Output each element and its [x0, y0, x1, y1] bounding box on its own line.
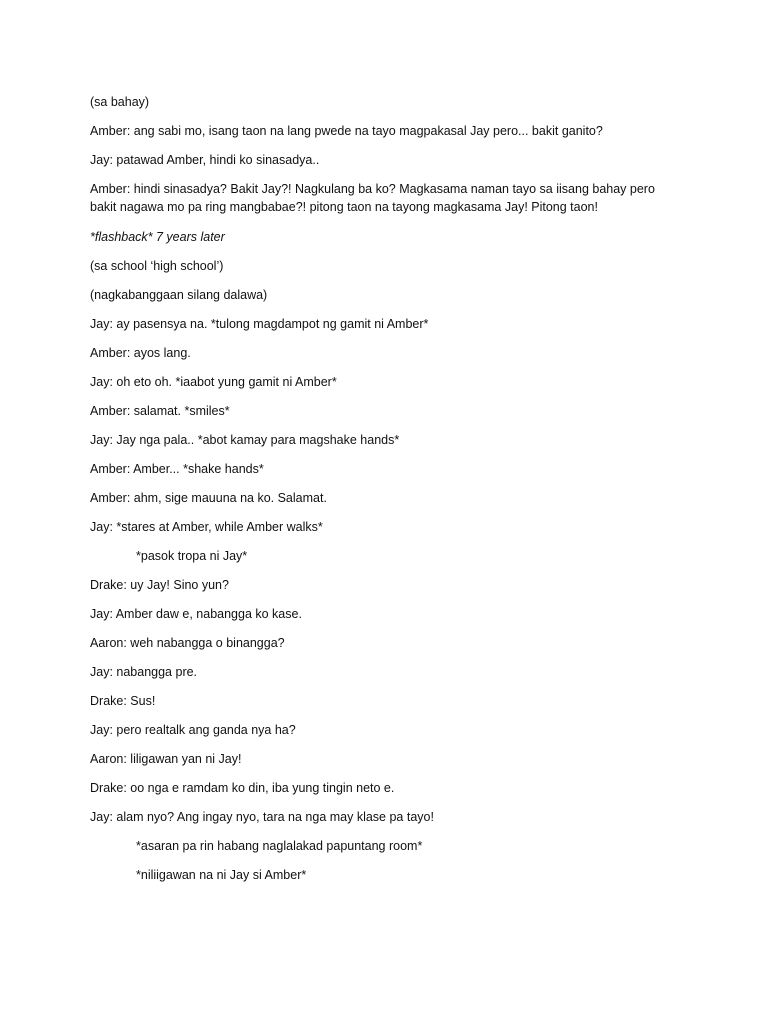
dialogue-line: Amber: ayos lang.: [90, 346, 191, 360]
stage-direction-line: *pasok tropa ni Jay*: [136, 549, 248, 563]
dialogue-line: Amber: Amber... *shake hands*: [90, 462, 264, 476]
dialogue-line: Jay: patawad Amber, hindi ko sinasadya..: [90, 153, 320, 167]
dialogue-line: Drake: uy Jay! Sino yun?: [90, 578, 229, 592]
dialogue-line: Amber: salamat. *smiles*: [90, 404, 230, 418]
dialogue-line: Aaron: weh nabangga o binangga?: [90, 636, 285, 650]
stage-direction-line: *niliigawan na ni Jay si Amber*: [136, 868, 307, 882]
dialogue-line: Amber: hindi sinasadya? Bakit Jay?! Nagkulang ba ko? Magkasama naman tayo sa iisang bahay pero bakit nagawa mo pa ring mangbabae?! pitong taon na tayong magkasama Jay! Pitong taon!: [90, 182, 655, 214]
stage-direction-line: (nagkabanggaan silang dalawa): [90, 288, 268, 302]
stage-direction-line: (sa bahay): [90, 95, 150, 109]
dialogue-line: Aaron: liligawan yan ni Jay!: [90, 752, 242, 766]
stage-direction-line: *asaran pa rin habang naglalakad papuntang room*: [136, 839, 423, 853]
dialogue-line: Jay: ay pasensya na. *tulong magdampot ng gamit ni Amber*: [90, 317, 429, 331]
dialogue-line: Jay: Jay nga pala.. *abot kamay para magshake hands*: [90, 433, 400, 447]
dialogue-line: Jay: Amber daw e, nabangga ko kase.: [90, 607, 302, 621]
stage-direction-line: (sa school ‘high school’): [90, 259, 224, 273]
dialogue-line: Amber: ahm, sige mauuna na ko. Salamat.: [90, 491, 327, 505]
dialogue-line: Jay: *stares at Amber, while Amber walks*: [90, 520, 323, 534]
dialogue-line: Drake: oo nga e ramdam ko din, iba yung tingin neto e.: [90, 781, 395, 795]
dialogue-line: Jay: nabangga pre.: [90, 665, 198, 679]
dialogue-line: Jay: alam nyo? Ang ingay nyo, tara na nga may klase pa tayo!: [90, 810, 434, 824]
dialogue-line: Jay: oh eto oh. *iaabot yung gamit ni Amber*: [90, 375, 337, 389]
flashback-line: *flashback* 7 years later: [90, 230, 225, 244]
dialogue-line: Jay: pero realtalk ang ganda nya ha?: [90, 723, 296, 737]
dialogue-line: Drake: Sus!: [90, 694, 156, 708]
dialogue-line: Amber: ang sabi mo, isang taon na lang pwede na tayo magpakasal Jay pero... bakit ganito?: [90, 124, 603, 138]
